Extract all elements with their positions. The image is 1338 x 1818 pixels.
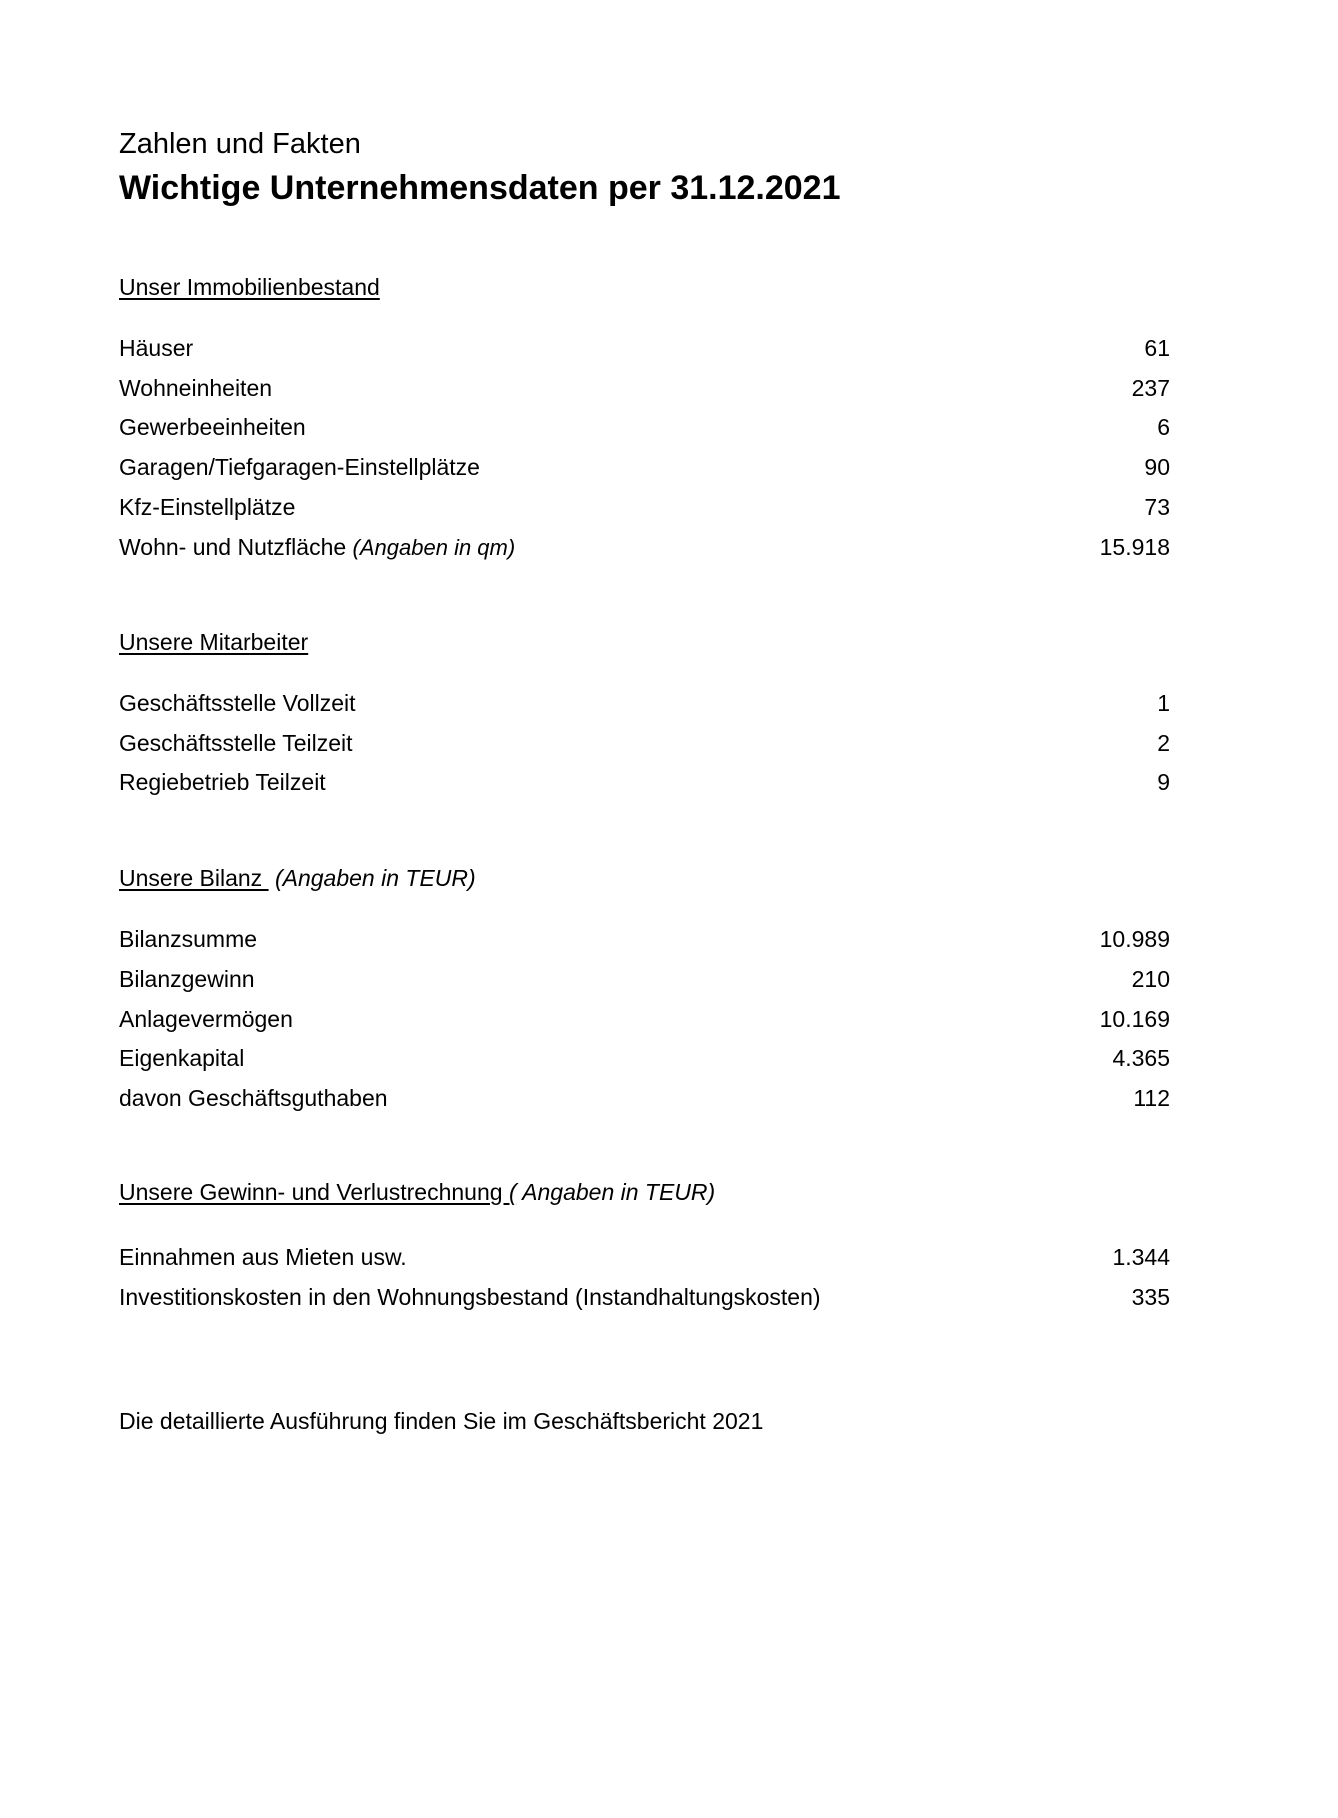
row-value: 61 bbox=[1144, 335, 1170, 361]
row-label: Garagen/Tiefgaragen-Einstellplätze bbox=[119, 454, 480, 480]
row-value: 10.169 bbox=[1099, 1006, 1170, 1032]
table-row bbox=[119, 1282, 1170, 1312]
row-value: 1.344 bbox=[1112, 1244, 1170, 1270]
section-heading-mitarbeiter bbox=[119, 627, 308, 657]
table-row bbox=[119, 333, 1170, 363]
row-label: Kfz-Einstellplätze bbox=[119, 494, 296, 520]
section-heading-guv bbox=[119, 1177, 715, 1207]
row-value: 2 bbox=[1157, 730, 1170, 756]
footer-note: Die detaillierte Ausführung finden Sie im Geschäftsbericht 2021 bbox=[119, 1408, 764, 1434]
document-title: Wichtige Unternehmensdaten per 31.12.2021 bbox=[119, 169, 841, 207]
table-row bbox=[119, 492, 1170, 522]
row-label: Geschäftsstelle Teilzeit bbox=[119, 730, 353, 756]
table-row bbox=[119, 688, 1170, 718]
table-row bbox=[119, 728, 1170, 758]
table-row bbox=[119, 964, 1170, 994]
row-value: 4.365 bbox=[1112, 1045, 1170, 1071]
section-heading-note: Angaben in TEUR) bbox=[516, 1179, 716, 1205]
document-subtitle: Zahlen und Fakten bbox=[119, 128, 361, 160]
table-row bbox=[119, 1242, 1170, 1272]
row-value: 237 bbox=[1131, 375, 1170, 401]
table-row bbox=[119, 1004, 1170, 1034]
row-label: Eigenkapital bbox=[119, 1045, 245, 1071]
section-heading-text: Unsere Bilanz bbox=[119, 865, 269, 891]
row-label-note: (Angaben in qm) bbox=[352, 535, 516, 560]
row-value: 6 bbox=[1157, 414, 1170, 440]
table-row bbox=[119, 767, 1170, 797]
row-label: Bilanzsumme bbox=[119, 926, 258, 952]
section-heading-text: Unsere Gewinn- und Verlustrechnung ( bbox=[119, 1179, 517, 1205]
row-value: 335 bbox=[1131, 1284, 1170, 1310]
table-row bbox=[119, 924, 1170, 954]
table-row bbox=[119, 412, 1170, 442]
table-row bbox=[119, 532, 1170, 562]
row-label-text: Wohn- und Nutzfläche bbox=[119, 534, 347, 560]
row-label: Anlagevermögen bbox=[119, 1006, 293, 1032]
table-row bbox=[119, 1083, 1170, 1113]
row-label: Investitionskosten in den Wohnungsbestand (Instandhaltungskosten) bbox=[119, 1284, 821, 1310]
row-label: Regiebetrieb Teilzeit bbox=[119, 769, 326, 795]
table-row bbox=[119, 373, 1170, 403]
section-heading-bilanz bbox=[119, 863, 476, 893]
section-heading-text: Unsere Mitarbeiter bbox=[119, 629, 309, 655]
row-label-with-note bbox=[119, 532, 515, 563]
section-heading-text: Unser Immobilienbestand bbox=[119, 274, 380, 300]
row-label: Gewerbeeinheiten bbox=[119, 414, 306, 440]
row-value: 90 bbox=[1144, 454, 1170, 480]
row-value: 210 bbox=[1131, 966, 1170, 992]
row-value: 15.918 bbox=[1099, 534, 1170, 560]
table-row bbox=[119, 1043, 1170, 1073]
row-value: 112 bbox=[1133, 1085, 1170, 1111]
row-label: Bilanzgewinn bbox=[119, 966, 255, 992]
row-value: 10.989 bbox=[1099, 926, 1170, 952]
row-label: Wohneinheiten bbox=[119, 375, 273, 401]
section-heading-note: (Angaben in TEUR) bbox=[274, 865, 476, 891]
row-label: Geschäftsstelle Vollzeit bbox=[119, 690, 356, 716]
section-heading-immobilien bbox=[119, 272, 380, 302]
row-value: 9 bbox=[1157, 769, 1170, 795]
row-label: Häuser bbox=[119, 335, 194, 361]
row-label: Einnahmen aus Mieten usw. bbox=[119, 1244, 407, 1270]
table-row bbox=[119, 452, 1170, 482]
row-value: 1 bbox=[1157, 690, 1170, 716]
row-label: davon Geschäftsguthaben bbox=[119, 1085, 388, 1111]
row-value: 73 bbox=[1144, 494, 1170, 520]
